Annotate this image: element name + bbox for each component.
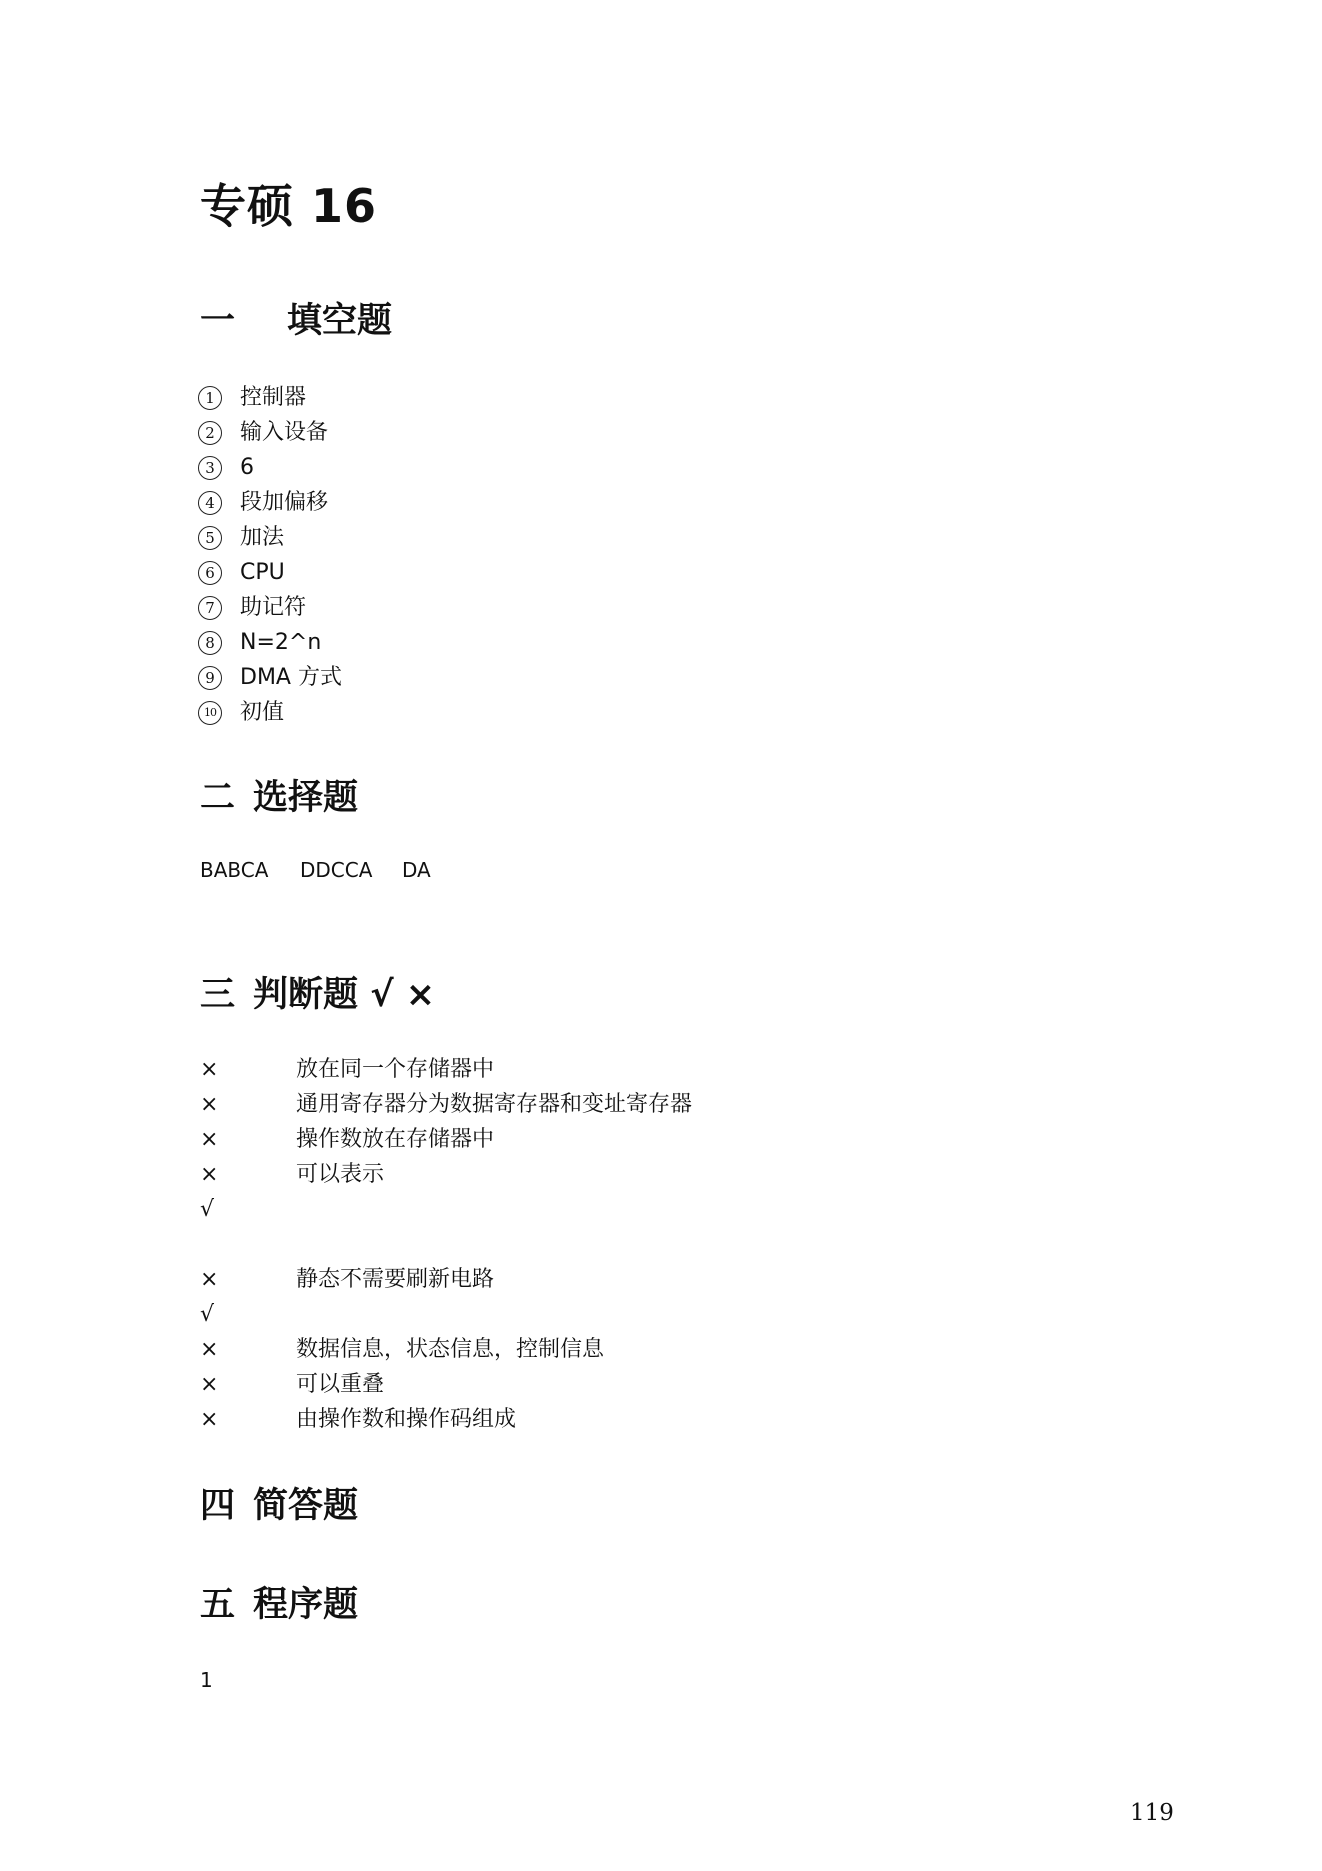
list-item (200, 1087, 692, 1122)
answer-text: 输入设备 (240, 420, 329, 445)
section-heading-program (200, 1577, 358, 1627)
answer-mark: × (200, 1057, 219, 1082)
circled-number: 8 (198, 631, 222, 655)
answer-text: 数据信息，状态信息，控制信息 (296, 1337, 605, 1362)
section-heading-short (200, 1478, 358, 1528)
list-item (198, 695, 342, 730)
answer-mark: × (200, 1372, 219, 1397)
list-item (198, 380, 342, 415)
list-item (200, 1157, 692, 1192)
answer-mark: √ (200, 1302, 215, 1327)
answer-text: 通用寄存器分为数据寄存器和变址寄存器 (296, 1092, 693, 1117)
section-number: 一 (200, 301, 236, 341)
answer-mark: × (200, 1162, 219, 1187)
answer-mark: √ (200, 1197, 215, 1222)
circled-number: 7 (198, 596, 222, 620)
answer-text: 操作数放在存储器中 (296, 1127, 495, 1152)
answer-text: 控制器 (240, 385, 307, 410)
choice-answers (200, 858, 431, 882)
list-item (198, 555, 342, 590)
answer-text: 加法 (240, 525, 285, 550)
answer-text: CPU (240, 560, 285, 585)
list-item (198, 660, 342, 695)
list-item (200, 1262, 692, 1297)
circled-number: 3 (198, 456, 222, 480)
section-heading-choice (200, 770, 358, 820)
answer-mark: × (200, 1267, 219, 1292)
answer-text: 初值 (240, 700, 285, 725)
answer-text: 由操作数和操作码组成 (296, 1407, 517, 1432)
section-number: 三 (200, 975, 236, 1015)
list-item (198, 590, 342, 625)
blank-line (200, 1227, 692, 1262)
answer-text: 助记符 (240, 595, 307, 620)
answer-text: 可以表示 (296, 1162, 385, 1187)
circled-number: 1 (198, 386, 222, 410)
circled-number: 5 (198, 526, 222, 550)
section-label: 判断题 √ × (253, 975, 436, 1015)
page-number: 119 (1130, 1800, 1174, 1826)
circled-number: 4 (198, 491, 222, 515)
answer-mark: × (200, 1127, 219, 1152)
section-number: 二 (200, 778, 236, 818)
list-item (200, 1192, 692, 1227)
truefalse-answer-list (200, 1052, 692, 1437)
answer-text: 可以重叠 (296, 1372, 385, 1397)
answer-text: 6 (240, 455, 254, 480)
answer-text: 静态不需要刷新电路 (296, 1267, 495, 1292)
section-label: 填空题 (287, 301, 393, 341)
section-heading-fill (200, 293, 392, 343)
list-item (200, 1367, 692, 1402)
list-item (200, 1402, 692, 1437)
circled-number: 2 (198, 421, 222, 445)
choice-group: DDCCA (300, 858, 373, 882)
circled-number: 9 (198, 666, 222, 690)
answer-mark: × (200, 1337, 219, 1362)
list-item (198, 485, 342, 520)
answer-mark: × (200, 1407, 219, 1432)
circled-number: 10 (198, 701, 222, 725)
list-item (200, 1052, 692, 1087)
section-number: 五 (200, 1585, 236, 1625)
list-item (198, 625, 342, 660)
section-label: 简答题 (253, 1486, 359, 1526)
answer-text: N=2^n (240, 630, 322, 655)
answer-mark: × (200, 1092, 219, 1117)
program-item: 1 (200, 1668, 213, 1692)
list-item (198, 520, 342, 555)
fill-answer-list (198, 380, 342, 730)
answer-text: 段加偏移 (240, 490, 329, 515)
answer-text: DMA 方式 (240, 665, 342, 690)
section-heading-truefalse (200, 967, 435, 1017)
list-item (200, 1297, 692, 1332)
section-label: 选择题 (253, 778, 359, 818)
page-title: 专硕 16 (200, 179, 378, 233)
list-item (200, 1332, 692, 1367)
list-item (200, 1122, 692, 1157)
list-item (198, 415, 342, 450)
choice-group: BABCA (200, 858, 269, 882)
answer-text: 放在同一个存储器中 (296, 1057, 495, 1082)
choice-group: DA (402, 858, 431, 882)
list-item (198, 450, 342, 485)
circled-number: 6 (198, 561, 222, 585)
section-label: 程序题 (253, 1585, 359, 1625)
section-number: 四 (200, 1486, 236, 1526)
